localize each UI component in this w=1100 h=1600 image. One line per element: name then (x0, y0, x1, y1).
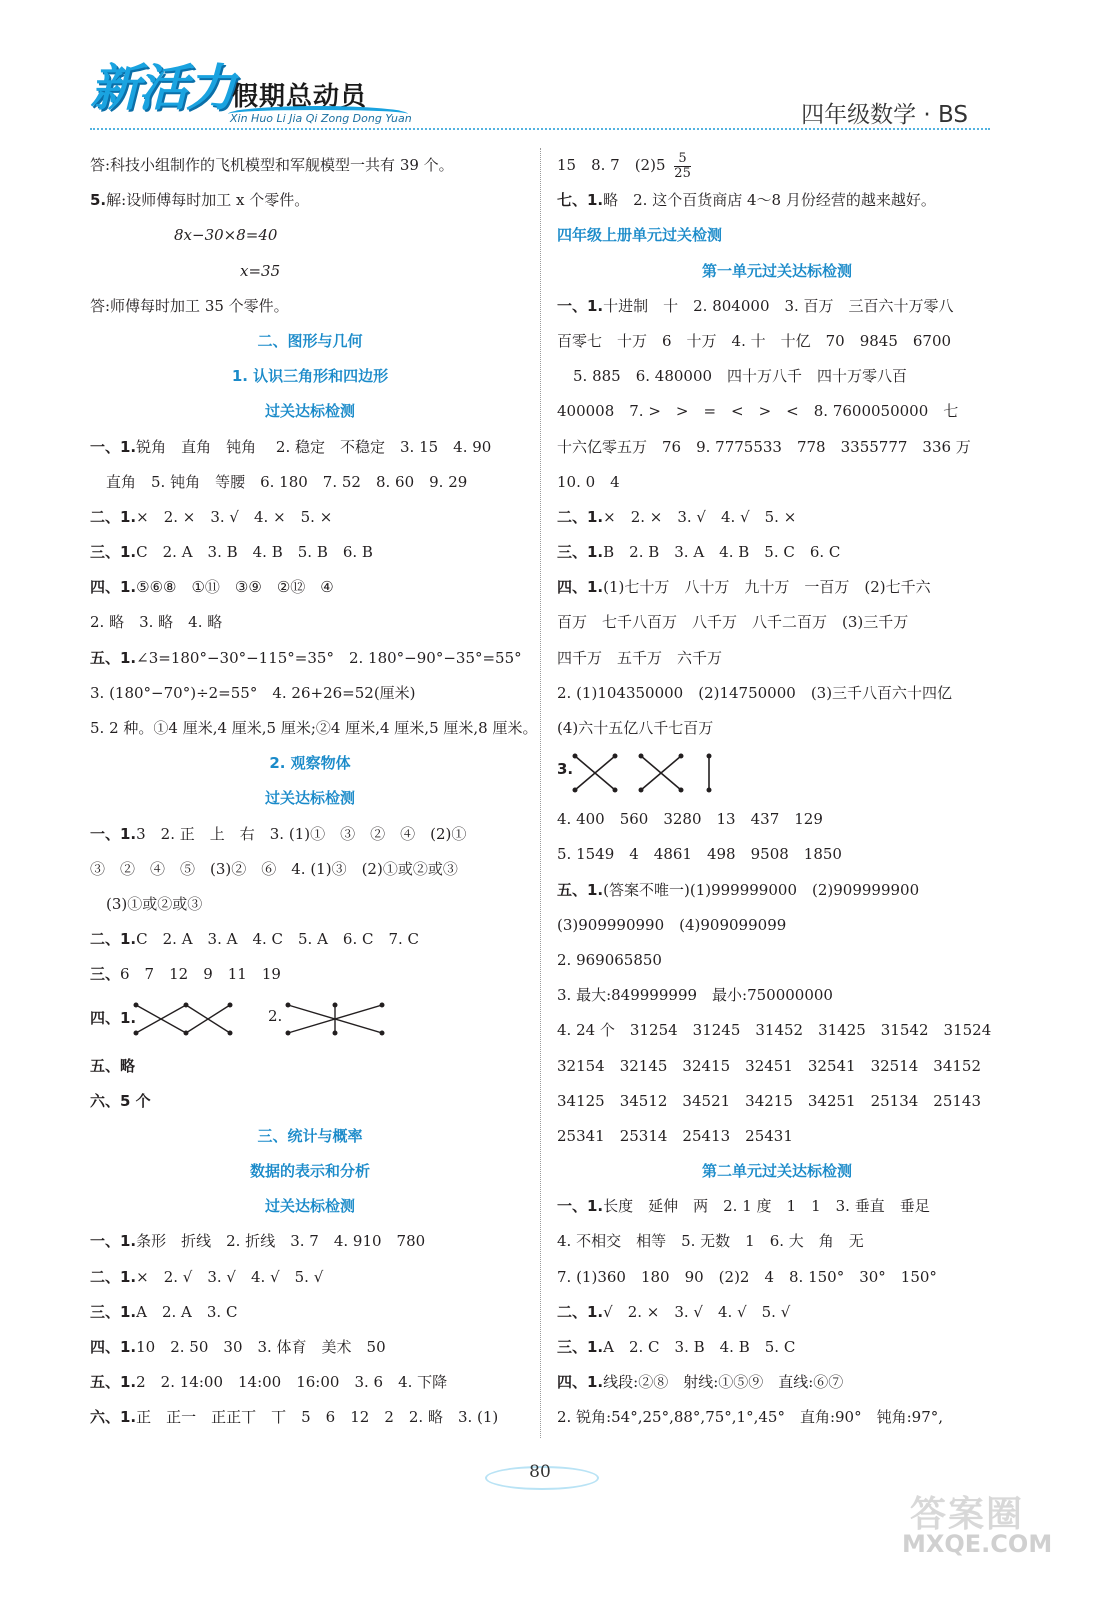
logo-pinyin: Xin Huo Li Jia Qi Zong Dong Yuan (230, 112, 412, 125)
equation-line: 8x−30×8=40 (174, 226, 278, 245)
subsection-heading: 2. 观察物体 (269, 754, 351, 773)
answer-line: 2. 969065850 (557, 950, 662, 969)
answer-line: 二、1.× 2. × 3. √ 4. √ 5. × (557, 507, 797, 526)
answer-line: 3. (180°−70°)÷2=55° 4. 26+26=52(厘米) (90, 683, 416, 702)
answer-line: 二、1.× 2. × 3. √ 4. × 5. × (90, 507, 333, 526)
answer-line: 一、1.锐角 直角 钝角 2. 稳定 不稳定 3. 15 4. 90 (90, 437, 492, 456)
unit-heading: 第一单元过关达标检测 (701, 261, 852, 280)
test-heading: 过关达标检测 (264, 789, 355, 808)
answer-line: 五、1.∠3=180°−30°−115°=35° 2. 180°−90°−35°=55° (90, 648, 522, 667)
answer-line: 5. 885 6. 480000 四十万八千 四十万零八百 (573, 367, 908, 386)
answer-line: 六、1.正 正一 正正丅 丅 5 6 12 2 2. 略 3. (1) (90, 1408, 499, 1427)
matching-diagram-1 (130, 995, 250, 1045)
answer-line: 二、1.C 2. A 3. A 4. C 5. A 6. C 7. C (90, 930, 420, 949)
subsection-heading: 数据的表示和分析 (249, 1162, 370, 1181)
diagram-label: 四、1. (90, 1008, 137, 1027)
answer-line: 5. 1549 4 4861 498 9508 1850 (557, 845, 842, 864)
answer-line: 一、1.条形 折线 2. 折线 3. 7 4. 910 780 (90, 1232, 426, 1251)
answer-line: 5.解:设师傅每时加工 x 个零件。 (90, 191, 310, 210)
answer-line: 百万 七千八百万 八千万 八千二百万 (3)三千万 (557, 613, 909, 632)
answer-line: 一、1.3 2. 正 上 右 3. (1)① ③ ② ④ (2)① (90, 824, 467, 843)
answer-line: 五、1.2 2. 14:00 14:00 16:00 3. 6 4. 下降 (90, 1373, 448, 1392)
answer-line: 7. (1)360 180 90 (2)2 4 8. 150° 30° 150° (557, 1267, 937, 1286)
brand-logo (90, 58, 430, 130)
answer-line: (3)①或②或③ (106, 894, 203, 913)
answer-line: (4)六十五亿八千七百万 (557, 719, 714, 737)
part-heading: 四年级上册单元过关检测 (557, 226, 723, 245)
diagram-label: 3. (557, 760, 574, 779)
answer-line: 四、1.线段:②⑧ 射线:①⑤⑨ 直线:⑥⑦ (557, 1373, 844, 1392)
answer-line: 一、1.十进制 十 2. 804000 3. 百万 三百六十万零八 (557, 296, 954, 315)
right-column (557, 148, 997, 1436)
answer-line: 答:科技小组制作的飞机模型和军舰模型一共有 39 个。 (90, 156, 454, 174)
answer-line: 三、1.A 2. A 3. C (90, 1302, 238, 1321)
equation-line: x=35 (240, 261, 281, 280)
left-column (90, 148, 538, 1436)
diagram-label: 2. (268, 1006, 283, 1025)
answer-line: 七、1.略 2. 这个百货商店 4～8 月份经营的越来越好。 (557, 191, 936, 210)
answer-line: 四、1.10 2. 50 30 3. 体育 美术 50 (90, 1338, 386, 1356)
answer-line: 25341 25314 25413 25431 (557, 1126, 793, 1145)
answer-line: 十六亿零五万 76 9. 7775533 778 3355777 336 万 (557, 437, 971, 456)
answer-line: 三、6 7 12 9 11 19 (90, 965, 281, 984)
watermark-url: MXQE.COM (902, 1530, 1053, 1558)
grade-subject-label: 四年级数学 · BS (801, 102, 968, 128)
test-heading: 过关达标检测 (264, 1197, 355, 1216)
header-divider (90, 128, 990, 130)
answer-line: 2. (1)104350000 (2)14750000 (3)三千八百六十四亿 (557, 683, 953, 702)
answer-line: 二、1.√ 2. × 3. √ 4. √ 5. √ (557, 1302, 791, 1321)
answer-line: 答:师傅每时加工 35 个零件。 (90, 296, 289, 315)
unit-heading: 第二单元过关达标检测 (701, 1162, 852, 1181)
answer-line: 2. 略 3. 略 4. 略 (90, 613, 223, 632)
answer-line: 一、1.长度 延伸 两 2. 1 度 1 1 3. 垂直 垂足 (557, 1197, 930, 1216)
answer-line: 百零七 十万 6 十万 4. 十 十亿 70 9845 6700 (557, 331, 952, 350)
answer-line: 二、1.× 2. √ 3. √ 4. √ 5. √ (90, 1267, 324, 1286)
fraction: $\frac{5}{25}$ (674, 150, 691, 181)
answer-line: 五、略 (90, 1056, 136, 1075)
matching-diagrams-row (90, 993, 530, 1049)
answer-line: 2. 锐角:54°,25°,88°,75°,1°,45° 直角:90° 钝角:97°, (557, 1408, 944, 1427)
subsection-heading: 1. 认识三角形和四边形 (231, 367, 389, 386)
answer-line: 四、1.(1)七十万 八十万 九十万 一百万 (2)七千六 (557, 578, 931, 597)
crossed-lines-diagram (571, 748, 721, 798)
section-heading: 二、图形与几何 (257, 331, 363, 350)
test-heading: 过关达标检测 (264, 402, 355, 421)
answer-line: ③ ② ④ ⑤ (3)② ⑥ 4. (1)③ (2)①或②或③ (90, 859, 458, 878)
answer-line: 10. 0 4 (557, 472, 620, 491)
answer-line: 六、5 个 (90, 1091, 151, 1110)
column-divider (540, 148, 541, 1438)
line-diagrams-row (557, 746, 997, 802)
page-number: 80 (529, 1462, 551, 1482)
answer-line: 3. 最大:849999999 最小:750000000 (557, 986, 833, 1005)
watermark-logo-text: 答案圈 (910, 1494, 1025, 1535)
answer-line: 4. 不相交 相等 5. 无数 1 6. 大 角 无 (557, 1232, 864, 1251)
answer-line: 四千万 五千万 六千万 (557, 648, 723, 667)
answer-line: 三、1.B 2. B 3. A 4. B 5. C 6. C (557, 543, 841, 562)
logo-subtitle: 假期总动员 (232, 82, 368, 112)
answer-line: 三、1.A 2. C 3. B 4. B 5. C (557, 1338, 796, 1356)
answer-line: 三、1.C 2. A 3. B 4. B 5. B 6. B (90, 543, 373, 562)
matching-diagram-2 (282, 995, 402, 1045)
answer-line: (3)909990990 (4)909099099 (557, 915, 787, 934)
site-watermark (900, 1486, 1060, 1566)
answer-line: 34125 34512 34521 34215 34251 25134 25143 (557, 1091, 982, 1110)
answer-line: 15 8. 7 (2)5 $\frac{5}{25}$ (557, 150, 691, 181)
answer-line: 4. 24 个 31254 31245 31452 31425 31542 31524 (557, 1021, 992, 1040)
answer-line: 5. 2 种。①4 厘米,4 厘米,5 厘米;②4 厘米,4 厘米,5 厘米,8 厘米。 (90, 719, 538, 737)
answer-line: 五、1.(答案不唯一)(1)999999000 (2)909999900 (557, 880, 920, 899)
section-heading: 三、统计与概率 (257, 1126, 363, 1145)
answer-line: 直角 5. 钝角 等腰 6. 180 7. 52 8. 60 9. 29 (106, 472, 468, 491)
logo-main-text: 新活力 (90, 59, 234, 117)
answer-line: 32154 32145 32415 32451 32541 32514 34152 (557, 1056, 982, 1075)
answer-line: 400008 7. > > = < > < 8. 7600050000 七 (557, 402, 959, 421)
answer-line: 4. 400 560 3280 13 437 129 (557, 810, 823, 829)
answer-line: 四、1.⑤⑥⑧ ①⑪ ③⑨ ②⑫ ④ (90, 578, 334, 597)
